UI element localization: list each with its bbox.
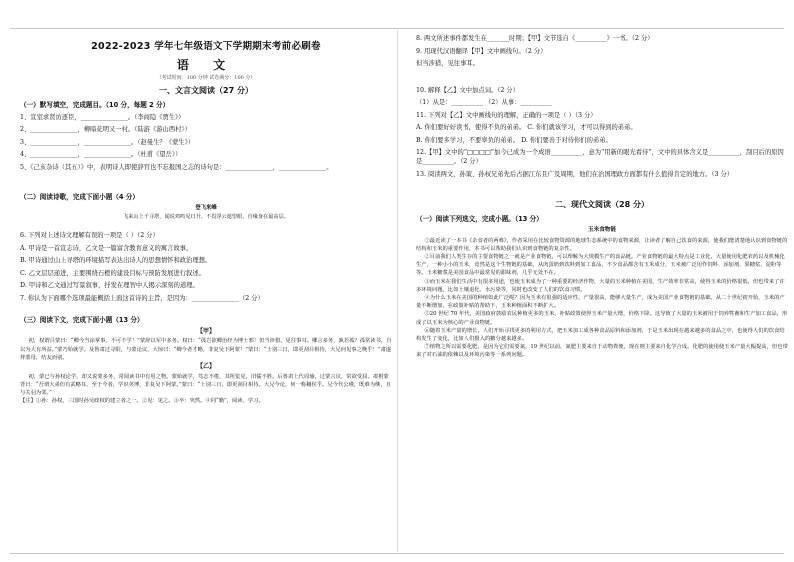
question-9: 9. 用现代汉语翻译【甲】文中画线句。（2 分） <box>416 47 547 55</box>
question-10: 10. 解释【乙】文中加点词。（2 分） <box>416 86 520 94</box>
fill-question-5: 5、《己亥杂诗（其五）》中，表明诗人即使辞官也不忘报国之志的诗句是：_______________，_______________。 <box>20 163 333 171</box>
q11-options-row-2: B. 你们要多学习，不要辜负的弟弟。 D. 你们要善于对待你们的弟弟。 <box>416 136 612 144</box>
q6-option-c: C. 乙文层层递进，主要围绕石橙的建设目标与预防发展进行叙述。 <box>20 269 205 277</box>
fill-question-1: 1、宣室求贤访逐臣，_______________。（李商隐《贾生》） <box>20 113 185 121</box>
article-paragraph-1: ①最近读了一本书《杂食者的两难》，作者采用在比较食物资源的地球生态系统中的食物来源，让读者了解自己饮食的来源，使我们能清楚地认识到食物链的结构和玉米的重要作用，本书可以帮助我们认识到食物链的复杂性。 <box>416 237 788 252</box>
article-paragraph-2: ②目前我们人类生存的主要食物链之一就是产业食物链，可以理解为大规模生产的食品链。产业食物链的最大特点是工业化，大量使用化肥农药以及机械化生产，一种小小的玉米，竟然是这个生物链的基础，从肉蛋奶到饮料到加工食品，不少食品都含有玉米成分，玉米被广泛用作饲料、添加剂、果糖浆、淀粉等等。玉米糖浆是美国食品中最常见的甜味剂，几乎无处不在。 <box>416 253 785 277</box>
question-13: 13. 阅读两文，孙策、孙权兄弟先后占据江东且广及周期，他们在治国理政方面都有什么值得肯定的地方。（3 分） <box>416 170 734 178</box>
question-12: 12.【甲】文中的“□□□□”加今已成为一个成语__________，意为“用新的眼光看待”，文中的具体含义是__________，刮目后的原因是__________。（2 分） <box>416 149 784 166</box>
poem-title: 登飞来峰 <box>195 204 217 211</box>
left-column <box>20 34 392 405</box>
part-2-heading: （二）阅读诗歌，完成下面小题（4 分） <box>20 193 139 202</box>
question-10-items: （1）从是：__________ （2）从事：__________ <box>416 99 552 107</box>
question-6: 6. 下列对上述诗文理解有误的一项是（ ）（2 分） <box>20 232 159 240</box>
article-paragraph-7: ⑦植物之所以需要化肥，是因为它们需要氮，19 世纪以前，氮肥主要来自于动物粪便，现在则主要来自化学合成。化肥的使用使玉米产量大幅提高，但也带来了对石油的依赖以及环境污染等一系列问题。 <box>416 344 788 359</box>
question-7: 7. 你认为下面哪个选项最能概括上面这首诗的主旨，是因为：_______________（2 分） <box>20 294 264 302</box>
poem-body: 飞来山上千寻塔，闻说鸡鸣见日升。不畏浮云遮望眼，自缘身在最高层。 <box>122 213 289 220</box>
article-paragraph-3: ③而玉米在我们生活中有很多用途，也使玉米成为了一种重要的经济作物，大量的玉米种植在美国，生产效率非常高，使得玉米的价格很低，但也带来了许多环境问题，比如土壤退化、水污染等，同时也改变了人们的饮食习惯。 <box>416 278 785 293</box>
fill-question-3: 3、_______________，_______________。（赵曼生？《蒙生》） <box>20 138 195 146</box>
exam-title: 2022-2023 学年七年级语文下学期期末考前必刷卷 <box>91 41 321 52</box>
fill-question-4: 4、_______________，_______________。（杜甫《望岳》） <box>20 151 182 159</box>
section-1-heading: 一、文言文阅读（27 分） <box>159 86 253 96</box>
article-paragraph-6: ⑥随着玉米产量的增长，人们开始寻找更多的利用方式，把玉米加工成各种食品原料和添加剂，于是玉米出现在越来越多的食品之中，也使得人们的饮食结构发生了变化，比如人们摄入的糖分越来越多。 <box>416 327 785 342</box>
annotation-note: 【注】①孙：孙权，三国时孙吴政权的建立者之一。②见：见之。③卒：突然。④同“籍”，阅读、学习。 <box>20 398 264 405</box>
passage-yi-label: 【乙】 <box>196 362 215 370</box>
q11-options-row-1: A. 你们要好好读书，使得不负的弟弟。 C. 你们就该学习，才可以得到的弟弟。 <box>416 124 637 132</box>
subject-title: 语 文 <box>176 57 236 72</box>
right-column <box>416 34 788 360</box>
passage-jia-label: 【甲】 <box>196 327 215 335</box>
q6-option-d: D. 甲诗和乙文通过写景叙事，抒发在理智中人揭示深刻的道理。 <box>20 282 199 290</box>
column-divider <box>397 30 398 552</box>
exam-note: （考试时间：100 分钟 试卷满分：100 分） <box>156 75 256 82</box>
question-8: 8. 两文所述事件都发生在_______时期；【甲】文节选自《__________》一书。（2 分） <box>416 35 654 42</box>
article-title: 玉米食物链 <box>588 227 616 234</box>
part-3-heading: （三）阅读下文，完成下面小题（13 分） <box>20 316 144 325</box>
question-9-sentence: 但当涉猎，见往事耳。 <box>416 60 479 68</box>
passage-jia-text: 初，权谓吕蒙曰：“卿今当涂掌事，不可不学！”蒙辞以军中多务。权曰：“孤岂欲卿治经为博士邪！但当涉猎，见往事耳。卿言多务，孰若孤？孤常读书，自以为大有所益。”蒙乃始就学。及鲁肃过寻阳，与蒙论议，大惊曰：“卿今者才略，非复吴下阿蒙！”蒙曰：“士别三日，即更刮目相待，大兄何见事之晚乎！”肃遂拜蒙母，结友而别。 <box>20 338 392 361</box>
top-rule <box>10 28 784 29</box>
section-2-heading: 二、现代文阅读（28 分） <box>555 200 649 210</box>
fill-question-2: 2、_______________，柳暗花明又一村。（陆游《游山西村》） <box>20 126 191 134</box>
passage-yi-text: 初，蒙已与孙权论学，却又说蒙多务，常阅读书中有用之物。蒙始就学，笃志不倦，其所览见，旧儒不胜。后鲁肃上代周瑜，过蒙言议，常欲受屈。肃拊蒙背曰：“吾谓大弟但有武略耳，至于今者，学识英博，非复吴下阿蒙。”蒙曰：“士别三日，即更刮目相待。大兄今论，何一称穰侯乎。兄今代公瑾，既难为继，且与关羽为邻。” <box>20 373 391 397</box>
question-11: 11. 下列对【乙】文中画线句的理解，正确的一项是（ ）（3 分） <box>416 111 597 119</box>
article-paragraph-4: ④为什么玉米在美国的种植如此广泛呢？因为玉米有很强的适应性，产量很高，能够大量生产，成为美国产业食物链的基础。从二十世纪初开始，玉米的产量不断增加，在政策补贴的帮助下，玉米种植面积不断扩大。 <box>416 294 785 310</box>
part-1-heading: （一）默写填空，完成题目。（10 分，每题 2 分） <box>20 101 170 109</box>
q6-option-a: A. 甲诗是一首宣志诗，乙文是一篇富含教育意义的寓言故事。 <box>20 244 193 252</box>
article-paragraph-5: ⑤20 世纪 70 年代，美国政府鼓励农民种植更多的玉米，补贴政策使得玉米产量大增，价格下降。这导致了大量的玉米被用于饲养牲畜和生产加工食品，形成了以玉米为核心的产业食物链。 <box>416 311 788 326</box>
q6-option-b: B. 甲诗通过山上寻塔的环境描写表达出诗人的思想情怀和政治理想。 <box>20 257 212 265</box>
modern-part-1-heading: （一）阅读下列选文，完成小题。（13 分） <box>416 214 543 223</box>
bottom-rule <box>10 553 784 554</box>
